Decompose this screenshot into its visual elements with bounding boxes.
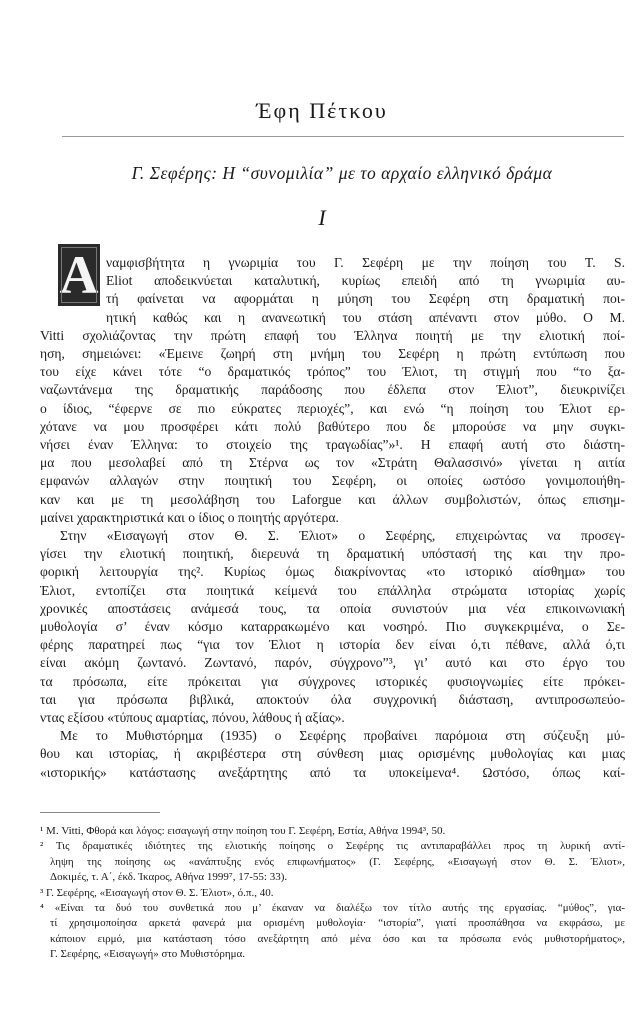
body-line: γίσει την ελιοτική ποιητική, διερευνά τη δραματική υπόστασή της και την προ- <box>40 546 625 562</box>
footnote-line: ⁴ «Είναι τα δυό του συνθετικά που μ’ έκαναν να διαλέξω τον τίτλο αυτής της εργασίας. “μύθος”, για- <box>40 902 625 914</box>
body-line: ο ίδιος, “έφερνε σε πιο εύκρατες περιοχές”, και ενώ “η ποίηση του Έλιοτ ερ- <box>40 400 625 416</box>
body-line: νήσει έναν Έλληνα: το στοιχείο της τραγωδίας”»¹. Η επαφή αυτή στο διάστη- <box>40 437 625 452</box>
body-line: φορική λειτουργία της². Κυρίως όμως διακρίνοντας «το ιστορικό αίσθημα» του <box>40 564 625 580</box>
article-title: Γ. Σεφέρης: Η “συνομιλία” με το αρχαίο ελληνικό δράμα <box>131 163 553 183</box>
body-line: Eliot αποδεικνύεται καταλυτική, κυρίως επειδή από τη γνωριμία αυ- <box>106 273 625 289</box>
footnote-line: Δοκιμές, τ. Α΄, έκδ. Ίκαρος, Αθήνα 1999⁷, 17-55: 33). <box>50 871 288 884</box>
section-numeral: I <box>318 205 326 230</box>
body-line: χότανε να μου προσφέρει κάτι πολύ βαθύτερο που δε μπορούσε να μην συγκι- <box>40 418 625 434</box>
body-line: ται για πρόσωπα βιβλικά, αποκτούν όλα συγχρονική διάσταση, αντιπροσωπεύο- <box>40 691 625 707</box>
body-line: φέρης παρατηρεί πως “για τον Έλιοτ η ιστορία δεν είναι ό,τι πέθανε, αλλά ό,τι <box>40 637 625 653</box>
body-line: μαίνει χαρακτηριστικά και ο ίδιος ο ποιητής αργότερα. <box>40 509 339 525</box>
body-line: είναι ακόμη ζωντανό. Ζωντανό, παρόν, σύγχρονο”³, γι’ αυτό και στο έργο του <box>40 655 625 671</box>
header-rule <box>62 136 624 137</box>
body-line: Έλιοτ, εντοπίζει στα ποιητικά κείμενά του επάλληλα στρώματα ιστορίας χωρίς <box>40 582 625 598</box>
drop-cap-letter: A <box>59 245 99 305</box>
body-line: ναζωντάνεμα της δραματικής παράδοσης που έδλεπα στον Έλιοτ”, διευκρινίζει <box>40 382 625 398</box>
body-line: Στην «Εισαγωγή στον Θ. Σ. Έλιοτ» ο Σεφέρης, επιχειρώντας να προσεγ- <box>60 528 625 543</box>
footnote-rule <box>40 812 160 813</box>
body-line: εμφανών αλλαγών στην ποιητική του Σεφέρη, οι οποίες ωστόσο γονιμοποιήθη- <box>40 473 625 489</box>
body-line: τή φαίνεται να αφορμάται η μύηση του Σεφέρη στη δραματική ποι- <box>106 291 625 307</box>
footnote-line: κάποιον ειρμό, μια κατάσταση τόσο ανεξάρτητη από μένα όσο και τα πρόσωπα ενός μυθιστορήματος», <box>50 932 625 945</box>
body-line: Vitti σχολιάζοντας την πρώτη επαφή του Έλληνα ποιητή με την ελιοτική ποί- <box>40 327 625 343</box>
body-line: ηση, σημειώνει: «Έμεινε ζωηρή στη μνήμη του Σεφέρη η πρώτη εντύπωση που <box>40 346 625 361</box>
footnote-line: ² Τις δραματικές ιδιότητες της ελιοτικής ποίησης ο Σεφέρης τις αντιπαραβάλλει προς τη λυρική αντί- <box>40 840 625 853</box>
body-line: μυθολογία σ’ έναν κόσμο καταρρακωμένο και νοσηρό. Πιο συγκεκριμένα, ο Σε- <box>40 619 625 634</box>
body-line: θου και ιστορίας, ή ακριβέστερα στη σύνθεση μιας ορισμένης μυθολογίας και μιας <box>40 746 625 762</box>
body-line: μα που μεσολαβεί από τη Στέρνα ως τον «Στράτη Θαλασσινό» γίνεται η αιτία <box>40 455 625 471</box>
body-line: χρονικές αποστάσεις ανάμεσά τους, τα οποία συνιστούν μια νέα επικοινωνιακή <box>40 600 625 616</box>
body-line: τα πρόσωπα, είτε πρόκειται για σύγχρονες ιστορικές φυσιογνωμίες είτε πρόκει- <box>40 673 625 689</box>
footnote-line: Γ. Σεφέρης, «Εισαγωγή» στο Μυθιστόρημα. <box>50 948 246 961</box>
body-line: ντας εξίσου «τύπους αμαρτίας, πόνου, λάθους ή αξίας». <box>40 710 345 725</box>
body-line: ναμφισβήτητα η γνωριμία του Γ. Σεφέρη με την ποίηση του T. S. <box>106 255 625 270</box>
footnote-line: ³ Γ. Σεφέρης, «Εισαγωγή στον Θ. Σ. Έλιοτ», ό.π., 40. <box>40 886 274 899</box>
footnote-line: ¹ Μ. Vitti, Φθορά και λόγος: εισαγωγή στην ποίηση του Γ. Σεφέρη, Εστία, Αθήνα 1994³, 50. <box>40 825 446 837</box>
footnote-line: ληψη της ποίησης ως «ανάπτυξης ενός επιφωνήματος» (Γ. Σεφέρης, «Εισαγωγή στον Θ. Σ. Έλιοτ», <box>50 855 625 868</box>
body-line: Με το Μυθιστόρημα (1935) ο Σεφέρης προβαίνει παρόμοια στη σύζευξη μύ- <box>60 728 625 744</box>
author-name: Έφη Πέτκου <box>256 98 388 123</box>
body-line: «ιστορικής» κατάστασης ανεξάρτητης από τα υποκείμενα⁴. Ωστόσο, όπως καί- <box>40 764 625 780</box>
body-line: καν και με τη μεσολάβηση του Laforgue και άλλων συμβολιστών, όπως επισημ- <box>40 491 625 507</box>
body-line: του είχε κάνει τότε “ο δραματικός τρόπος” του Έλιοτ, τη στιγμή που “το ξα- <box>40 364 625 380</box>
body-line: ητική καθώς και η ανανεωτική του στάση απέναντι στον μύθο. Ο Μ. <box>106 309 625 325</box>
footnote-line: τί χρησιμοποίησα αρκετά φανερά μια ορισμένη μυθολογία· “ιστορία”, γιατί προσπάθησα να εκφράσω, με <box>50 917 625 930</box>
